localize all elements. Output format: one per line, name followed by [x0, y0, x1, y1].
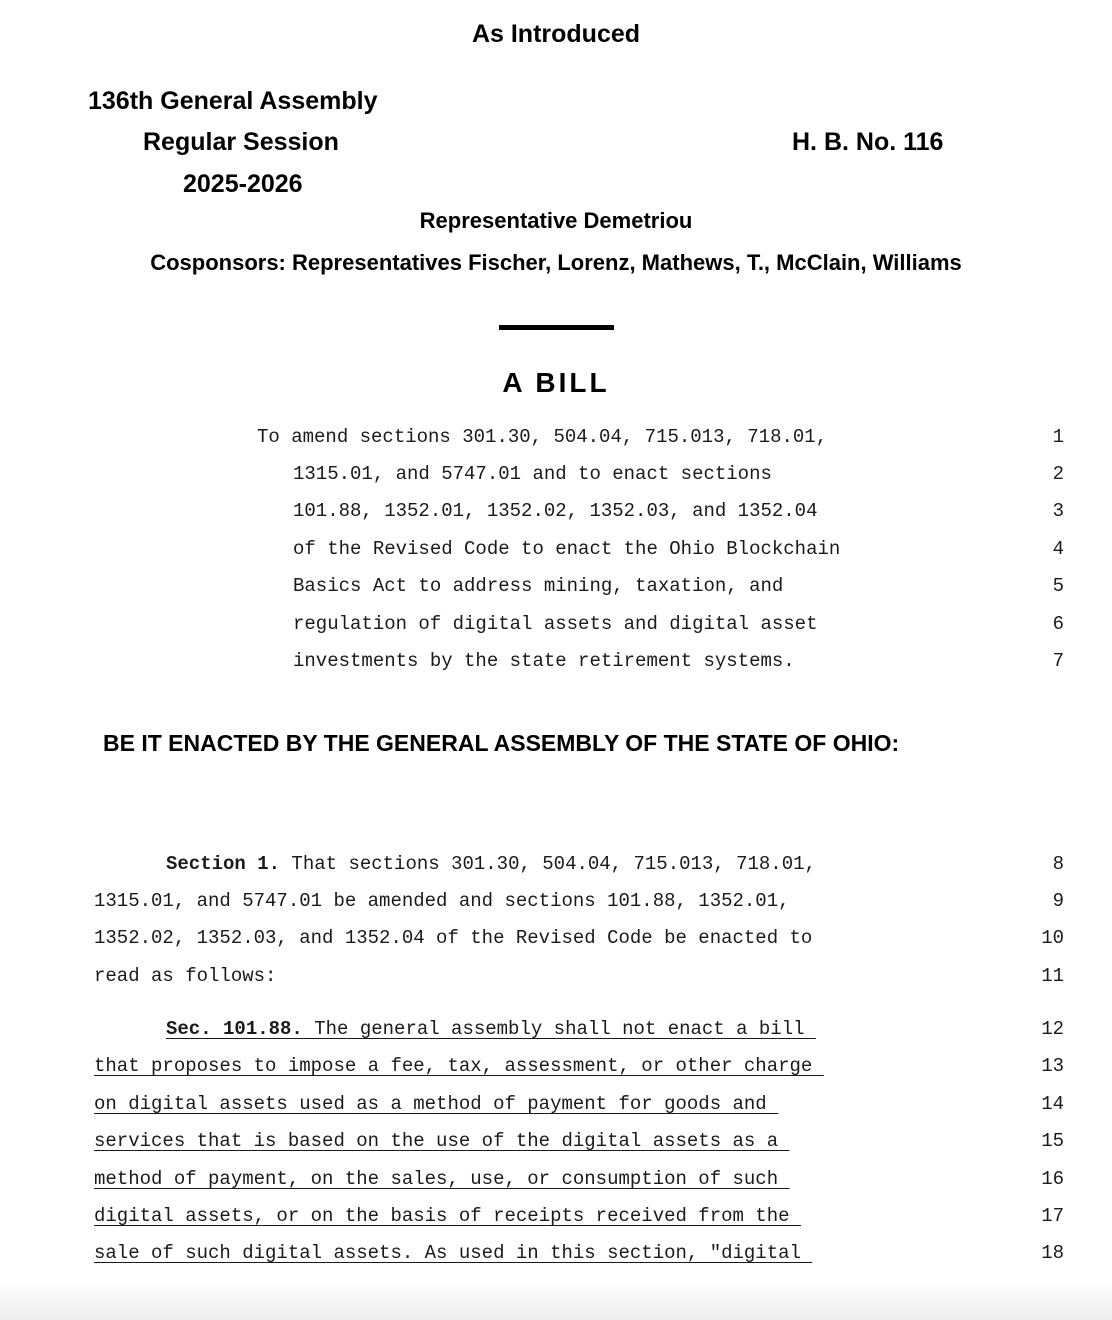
title-line: 1315.01, and 5747.01 and to enact sections	[293, 463, 772, 485]
line-number: 2	[1052, 463, 1064, 485]
session-type: Regular Session	[143, 128, 339, 156]
enacted-line: sale of such digital assets. As used in this section, "digital	[94, 1242, 813, 1264]
line-number: 6	[1052, 613, 1064, 635]
line-number: 16	[1041, 1168, 1064, 1190]
bill-heading: A BILL	[502, 367, 610, 398]
enacted-text: The general assembly shall not enact a bill	[302, 1018, 816, 1040]
line-number: 10	[1041, 927, 1064, 949]
section-label: Sec. 101.88.	[166, 1018, 303, 1040]
line-number: 3	[1052, 500, 1064, 522]
title-line: investments by the state retirement systems.	[293, 650, 795, 672]
cosponsors: Cosponsors: Representatives Fischer, Lorenz, Mathews, T., McClain, Williams	[150, 250, 962, 275]
page-bottom-shadow	[0, 1282, 1112, 1320]
section-text: That sections 301.30, 504.04, 715.013, 718.01,	[280, 853, 816, 875]
enacting-clause: BE IT ENACTED BY THE GENERAL ASSEMBLY OF THE STATE OF OHIO:	[103, 730, 900, 756]
line-number: 15	[1041, 1130, 1064, 1152]
title-line: of the Revised Code to enact the Ohio Blockchain	[293, 538, 841, 560]
section-label: Section 1.	[166, 853, 281, 875]
line-number: 12	[1041, 1018, 1064, 1040]
line-number: 8	[1052, 853, 1064, 875]
enacted-line: services that is based on the use of the digital assets as a	[94, 1130, 790, 1152]
line-number: 13	[1041, 1055, 1064, 1077]
section-line: 1315.01, and 5747.01 be amended and sections 101.88, 1352.01,	[94, 890, 790, 912]
section-line: 1352.02, 1352.03, and 1352.04 of the Revised Code be enacted to	[94, 927, 813, 949]
enacted-line	[166, 1017, 816, 1041]
session-years: 2025-2026	[183, 170, 303, 198]
line-number: 5	[1052, 575, 1064, 597]
section-line: read as follows:	[94, 965, 277, 987]
bill-number: H. B. No. 116	[792, 128, 944, 156]
line-number: 17	[1041, 1205, 1064, 1227]
enacted-line: method of payment, on the sales, use, or consumption of such	[94, 1168, 790, 1190]
line-number: 9	[1052, 890, 1064, 912]
enacted-line: digital assets, or on the basis of receipts received from the	[94, 1205, 801, 1227]
line-number: 14	[1041, 1093, 1064, 1115]
line-number: 7	[1052, 650, 1064, 672]
title-line: To amend sections 301.30, 504.04, 715.013, 718.01,	[257, 426, 828, 448]
header-divider	[499, 325, 614, 330]
general-assembly: 136th General Assembly	[88, 87, 378, 115]
enacted-line: on digital assets used as a method of payment for goods and	[94, 1093, 779, 1115]
primary-sponsor: Representative Demetriou	[419, 208, 693, 233]
title-line: Basics Act to address mining, taxation, and	[293, 575, 784, 597]
document-status: As Introduced	[471, 20, 641, 48]
line-number: 1	[1052, 426, 1064, 448]
section-line	[166, 852, 816, 876]
title-line: regulation of digital assets and digital asset	[293, 613, 818, 635]
enacted-line: that proposes to impose a fee, tax, assessment, or other charge	[94, 1055, 824, 1077]
title-line: 101.88, 1352.01, 1352.02, 1352.03, and 1352.04	[293, 500, 818, 522]
line-number: 18	[1041, 1242, 1064, 1264]
line-number: 11	[1041, 965, 1064, 987]
line-number: 4	[1052, 538, 1064, 560]
